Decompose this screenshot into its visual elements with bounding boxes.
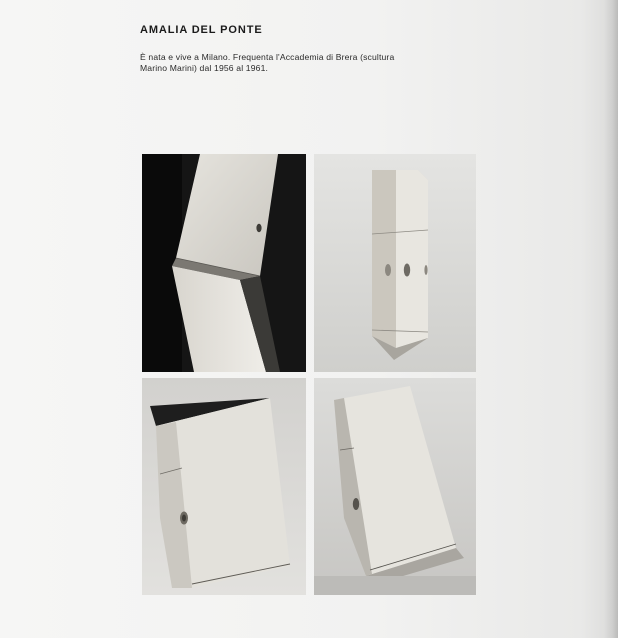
sculpture-photo-3-image	[142, 378, 306, 595]
sculpture-photo-2-image	[314, 154, 476, 372]
sculpture-photo-4-image	[314, 378, 476, 595]
sculpture-photo-2	[314, 154, 476, 372]
sculpture-photo-3	[142, 378, 306, 595]
artist-bio: È nata e vive a Milano. Frequenta l'Accademia di Brera (scultura Marino Marini) dal 1956 al 1961.	[140, 52, 395, 73]
sculpture-photo-1	[142, 154, 306, 372]
artist-name-heading: AMALIA DEL PONTE	[140, 24, 263, 36]
page-edge-shadow	[604, 0, 618, 638]
sculpture-photo-4	[314, 378, 476, 595]
sculpture-photo-1-image	[142, 154, 306, 372]
